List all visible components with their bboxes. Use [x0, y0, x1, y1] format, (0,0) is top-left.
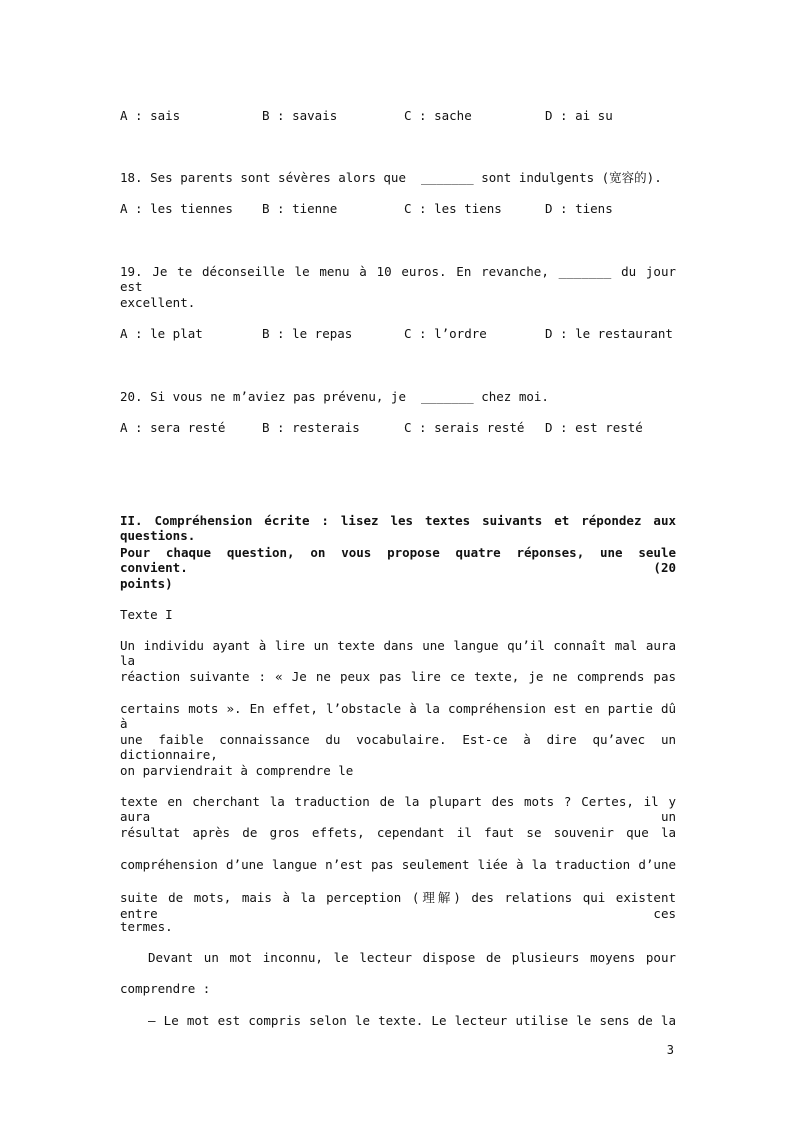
texte1-line: Devant un mot inconnu, le lecteur dispose de plusieurs moyens pour: [148, 950, 676, 965]
texte1-line: comprendre :: [120, 981, 211, 996]
texte1-line: résultat après de gros effets, cependant il faut se souvenir que la: [120, 825, 676, 840]
texte1-line: termes.: [120, 919, 173, 934]
section2-heading-line1: II. Compréhension écrite : lisez les textes suivants et répondez aux questions.: [120, 513, 676, 543]
texte1-line: certains mots ». En effet, l’obstacle à la compréhension est en partie dû à: [120, 701, 676, 731]
texte1-line: compréhension d’une langue n’est pas seulement liée à la traduction d’une: [120, 857, 676, 872]
q19-option-a: A : le plat: [120, 326, 203, 341]
q19-option-d: D : le restaurant: [545, 326, 673, 341]
q19-question-line1: 19. Je te déconseille le menu à 10 euros. En revanche, _______ du jour est: [120, 264, 676, 294]
q18-options: [120, 201, 680, 217]
texte1-line: réaction suivante : « Je ne peux pas lire ce texte, je ne comprends pas: [120, 669, 676, 684]
section2-heading-line2: Pour chaque question, on vous propose quatre réponses, une seule convient. (20: [120, 545, 676, 575]
q20-option-b: B : resterais: [262, 420, 360, 435]
q18-option-c: C : les tiens: [404, 201, 502, 216]
q20-option-a: A : sera resté: [120, 420, 226, 435]
q20-question: 20. Si vous ne m’aviez pas prévenu, je _______ chez moi.: [120, 389, 549, 404]
texte1-line: suite de mots, mais à la perception (理解) des relations qui existent entre ces: [120, 890, 676, 921]
q18-option-b: B : tienne: [262, 201, 338, 216]
q17-option-a: A : sais: [120, 108, 181, 123]
q19-options: [120, 326, 680, 342]
texte1-line: Un individu ayant à lire un texte dans une langue qu’il connaît mal aura la: [120, 638, 676, 668]
q17-option-c: C : sache: [404, 108, 472, 123]
texte1-title: Texte I: [120, 607, 173, 622]
q19-option-b: B : le repas: [262, 326, 353, 341]
q18-option-a: A : les tiennes: [120, 201, 233, 216]
q20-options: [120, 420, 680, 436]
q17-options: [120, 108, 680, 124]
texte1-line: une faible connaissance du vocabulaire. Est-ce à dire qu’avec un dictionnaire,: [120, 732, 676, 762]
q20-option-c: C : serais resté: [404, 420, 525, 435]
texte1-line: – Le mot est compris selon le texte. Le lecteur utilise le sens de la: [148, 1013, 676, 1028]
q19-question-line2: excellent.: [120, 295, 196, 310]
section2-heading-line3: points): [120, 576, 173, 591]
q18-question: 18. Ses parents sont sévères alors que _______ sont indulgents (宽容的).: [120, 170, 662, 185]
q17-option-d: D : ai su: [545, 108, 613, 123]
q18-option-d: D : tiens: [545, 201, 613, 216]
q19-option-c: C : l’ordre: [404, 326, 487, 341]
texte1-line: texte en cherchant la traduction de la plupart des mots ? Certes, il y aura un: [120, 794, 676, 824]
q17-option-b: B : savais: [262, 108, 338, 123]
page-number: 3: [666, 1043, 674, 1057]
q20-option-d: D : est resté: [545, 420, 643, 435]
texte1-line: on parviendrait à comprendre le: [120, 763, 354, 778]
